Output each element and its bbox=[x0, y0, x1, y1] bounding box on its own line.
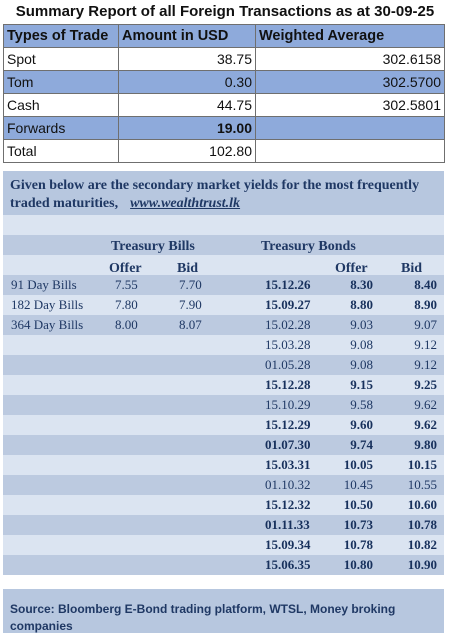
row-stripe bbox=[3, 335, 444, 355]
bond-bid: 9.12 bbox=[414, 337, 437, 352]
bond-maturity: 15.03.31 bbox=[265, 457, 311, 472]
trade-type: Tom bbox=[4, 71, 119, 94]
row-stripe bbox=[3, 215, 444, 235]
bills-bid-header: Bid bbox=[177, 261, 199, 276]
bond-offer: 10.73 bbox=[343, 517, 373, 532]
row-stripe bbox=[3, 435, 444, 455]
trade-wavg: 302.6158 bbox=[256, 48, 445, 71]
bill-name: 91 Day Bills bbox=[11, 277, 77, 292]
bond-offer: 10.80 bbox=[343, 557, 373, 572]
bond-maturity: 15.12.32 bbox=[265, 497, 311, 512]
row-stripe bbox=[3, 515, 444, 535]
bonds-offer-header: Offer bbox=[335, 261, 368, 276]
row-stripe bbox=[3, 255, 444, 275]
bond-offer: 9.58 bbox=[350, 397, 373, 412]
bill-bid: 7.90 bbox=[179, 297, 202, 312]
bond-bid: 9.62 bbox=[414, 417, 437, 432]
bond-offer: 8.30 bbox=[350, 277, 373, 292]
bond-bid: 8.90 bbox=[414, 297, 437, 312]
row-stripe bbox=[3, 375, 444, 395]
bond-maturity: 01.11.33 bbox=[265, 517, 310, 532]
row-stripe bbox=[3, 555, 444, 575]
bond-maturity: 15.12.29 bbox=[265, 417, 311, 432]
trade-type: Forwards bbox=[4, 117, 119, 140]
bond-bid: 10.55 bbox=[407, 477, 437, 492]
row-stripe bbox=[3, 495, 444, 515]
bond-offer: 8.80 bbox=[350, 297, 373, 312]
bill-bid: 7.70 bbox=[179, 277, 202, 292]
bond-maturity: 15.09.27 bbox=[265, 297, 311, 312]
yields-intro-text: Given below are the secondary market yields for the most frequently traded maturities, bbox=[10, 178, 420, 211]
yields-footer bbox=[3, 589, 444, 633]
summary-table bbox=[3, 24, 445, 163]
bond-offer: 9.15 bbox=[350, 377, 373, 392]
bond-offer: 10.05 bbox=[343, 457, 373, 472]
trade-amount: 38.75 bbox=[119, 48, 256, 71]
bills-offer-header: Offer bbox=[109, 261, 142, 276]
trade-type: Cash bbox=[4, 94, 119, 117]
header-weighted-average: Weighted Average bbox=[256, 25, 445, 48]
bond-bid: 10.90 bbox=[407, 557, 437, 572]
trade-amount: 44.75 bbox=[119, 94, 256, 117]
bond-bid: 10.15 bbox=[407, 457, 437, 472]
yields-panel bbox=[3, 171, 444, 633]
bond-bid: 9.12 bbox=[414, 357, 437, 372]
row-stripe bbox=[3, 475, 444, 495]
trade-wavg bbox=[256, 140, 445, 163]
bond-offer: 9.08 bbox=[350, 337, 373, 352]
row-stripe bbox=[3, 235, 444, 255]
trade-amount: 0.30 bbox=[119, 71, 256, 94]
summary-row-spot bbox=[4, 48, 445, 71]
header-amount-usd: Amount in USD bbox=[119, 25, 256, 48]
bond-offer: 9.74 bbox=[350, 437, 373, 452]
bill-offer: 7.80 bbox=[115, 297, 138, 312]
summary-row-tom bbox=[4, 71, 445, 94]
trade-wavg: 302.5700 bbox=[256, 71, 445, 94]
bond-maturity: 15.09.34 bbox=[265, 537, 311, 552]
wealthtrust-link[interactable]: www.wealthtrust.lk bbox=[130, 196, 241, 211]
treasury-bonds-heading: Treasury Bonds bbox=[261, 239, 356, 254]
bond-offer: 9.08 bbox=[350, 357, 373, 372]
source-note: Source: Bloomberg E-Bond trading platform, WTSL, Money broking companies bbox=[10, 602, 396, 633]
yields-intro bbox=[10, 177, 435, 213]
bonds-bid-header: Bid bbox=[401, 261, 423, 276]
trade-amount: 102.80 bbox=[119, 140, 256, 163]
bond-offer: 9.60 bbox=[350, 417, 373, 432]
bill-name: 364 Day Bills bbox=[11, 317, 84, 332]
bill-name: 182 Day Bills bbox=[11, 297, 84, 312]
bond-maturity: 01.10.32 bbox=[265, 477, 311, 492]
bond-maturity: 01.07.30 bbox=[265, 437, 311, 452]
row-stripe bbox=[3, 455, 444, 475]
bond-offer: 10.45 bbox=[343, 477, 373, 492]
trade-wavg bbox=[256, 117, 445, 140]
summary-row-forwards bbox=[4, 117, 445, 140]
bond-bid: 10.82 bbox=[407, 537, 437, 552]
bond-bid: 9.07 bbox=[414, 317, 437, 332]
bond-maturity: 15.06.35 bbox=[265, 557, 311, 572]
summary-row-total bbox=[4, 140, 445, 163]
trade-amount: 19.00 bbox=[119, 117, 256, 140]
row-stripe bbox=[3, 535, 444, 555]
bond-maturity: 15.12.26 bbox=[265, 277, 311, 292]
summary-header-row bbox=[4, 25, 445, 48]
summary-row-cash bbox=[4, 94, 445, 117]
bond-offer: 10.78 bbox=[343, 537, 373, 552]
treasury-bills-heading: Treasury Bills bbox=[111, 239, 195, 254]
trade-type: Spot bbox=[4, 48, 119, 71]
bond-offer: 9.03 bbox=[350, 317, 373, 332]
bond-maturity: 01.05.28 bbox=[265, 357, 311, 372]
bond-bid: 10.78 bbox=[407, 517, 437, 532]
header-types-of-trade: Types of Trade bbox=[4, 25, 119, 48]
bond-maturity: 15.12.28 bbox=[265, 377, 311, 392]
bond-maturity: 15.10.29 bbox=[265, 397, 311, 412]
bond-maturity: 15.02.28 bbox=[265, 317, 311, 332]
yields-header bbox=[3, 171, 444, 215]
trade-wavg: 302.5801 bbox=[256, 94, 445, 117]
bond-bid: 8.40 bbox=[414, 277, 437, 292]
bill-offer: 8.00 bbox=[115, 317, 138, 332]
trade-type: Total bbox=[4, 140, 119, 163]
bond-maturity: 15.03.28 bbox=[265, 337, 311, 352]
bond-bid: 10.60 bbox=[407, 497, 437, 512]
row-stripe bbox=[3, 415, 444, 435]
bond-bid: 9.80 bbox=[414, 437, 437, 452]
summary-title: Summary Report of all Foreign Transactions as at 30-09-25 bbox=[15, 3, 435, 20]
bond-bid: 9.25 bbox=[414, 377, 437, 392]
row-stripe bbox=[3, 355, 444, 375]
bond-bid: 9.62 bbox=[414, 397, 437, 412]
bill-offer: 7.55 bbox=[115, 277, 138, 292]
bill-bid: 8.07 bbox=[179, 317, 202, 332]
bond-offer: 10.50 bbox=[343, 497, 373, 512]
row-stripe bbox=[3, 395, 444, 415]
